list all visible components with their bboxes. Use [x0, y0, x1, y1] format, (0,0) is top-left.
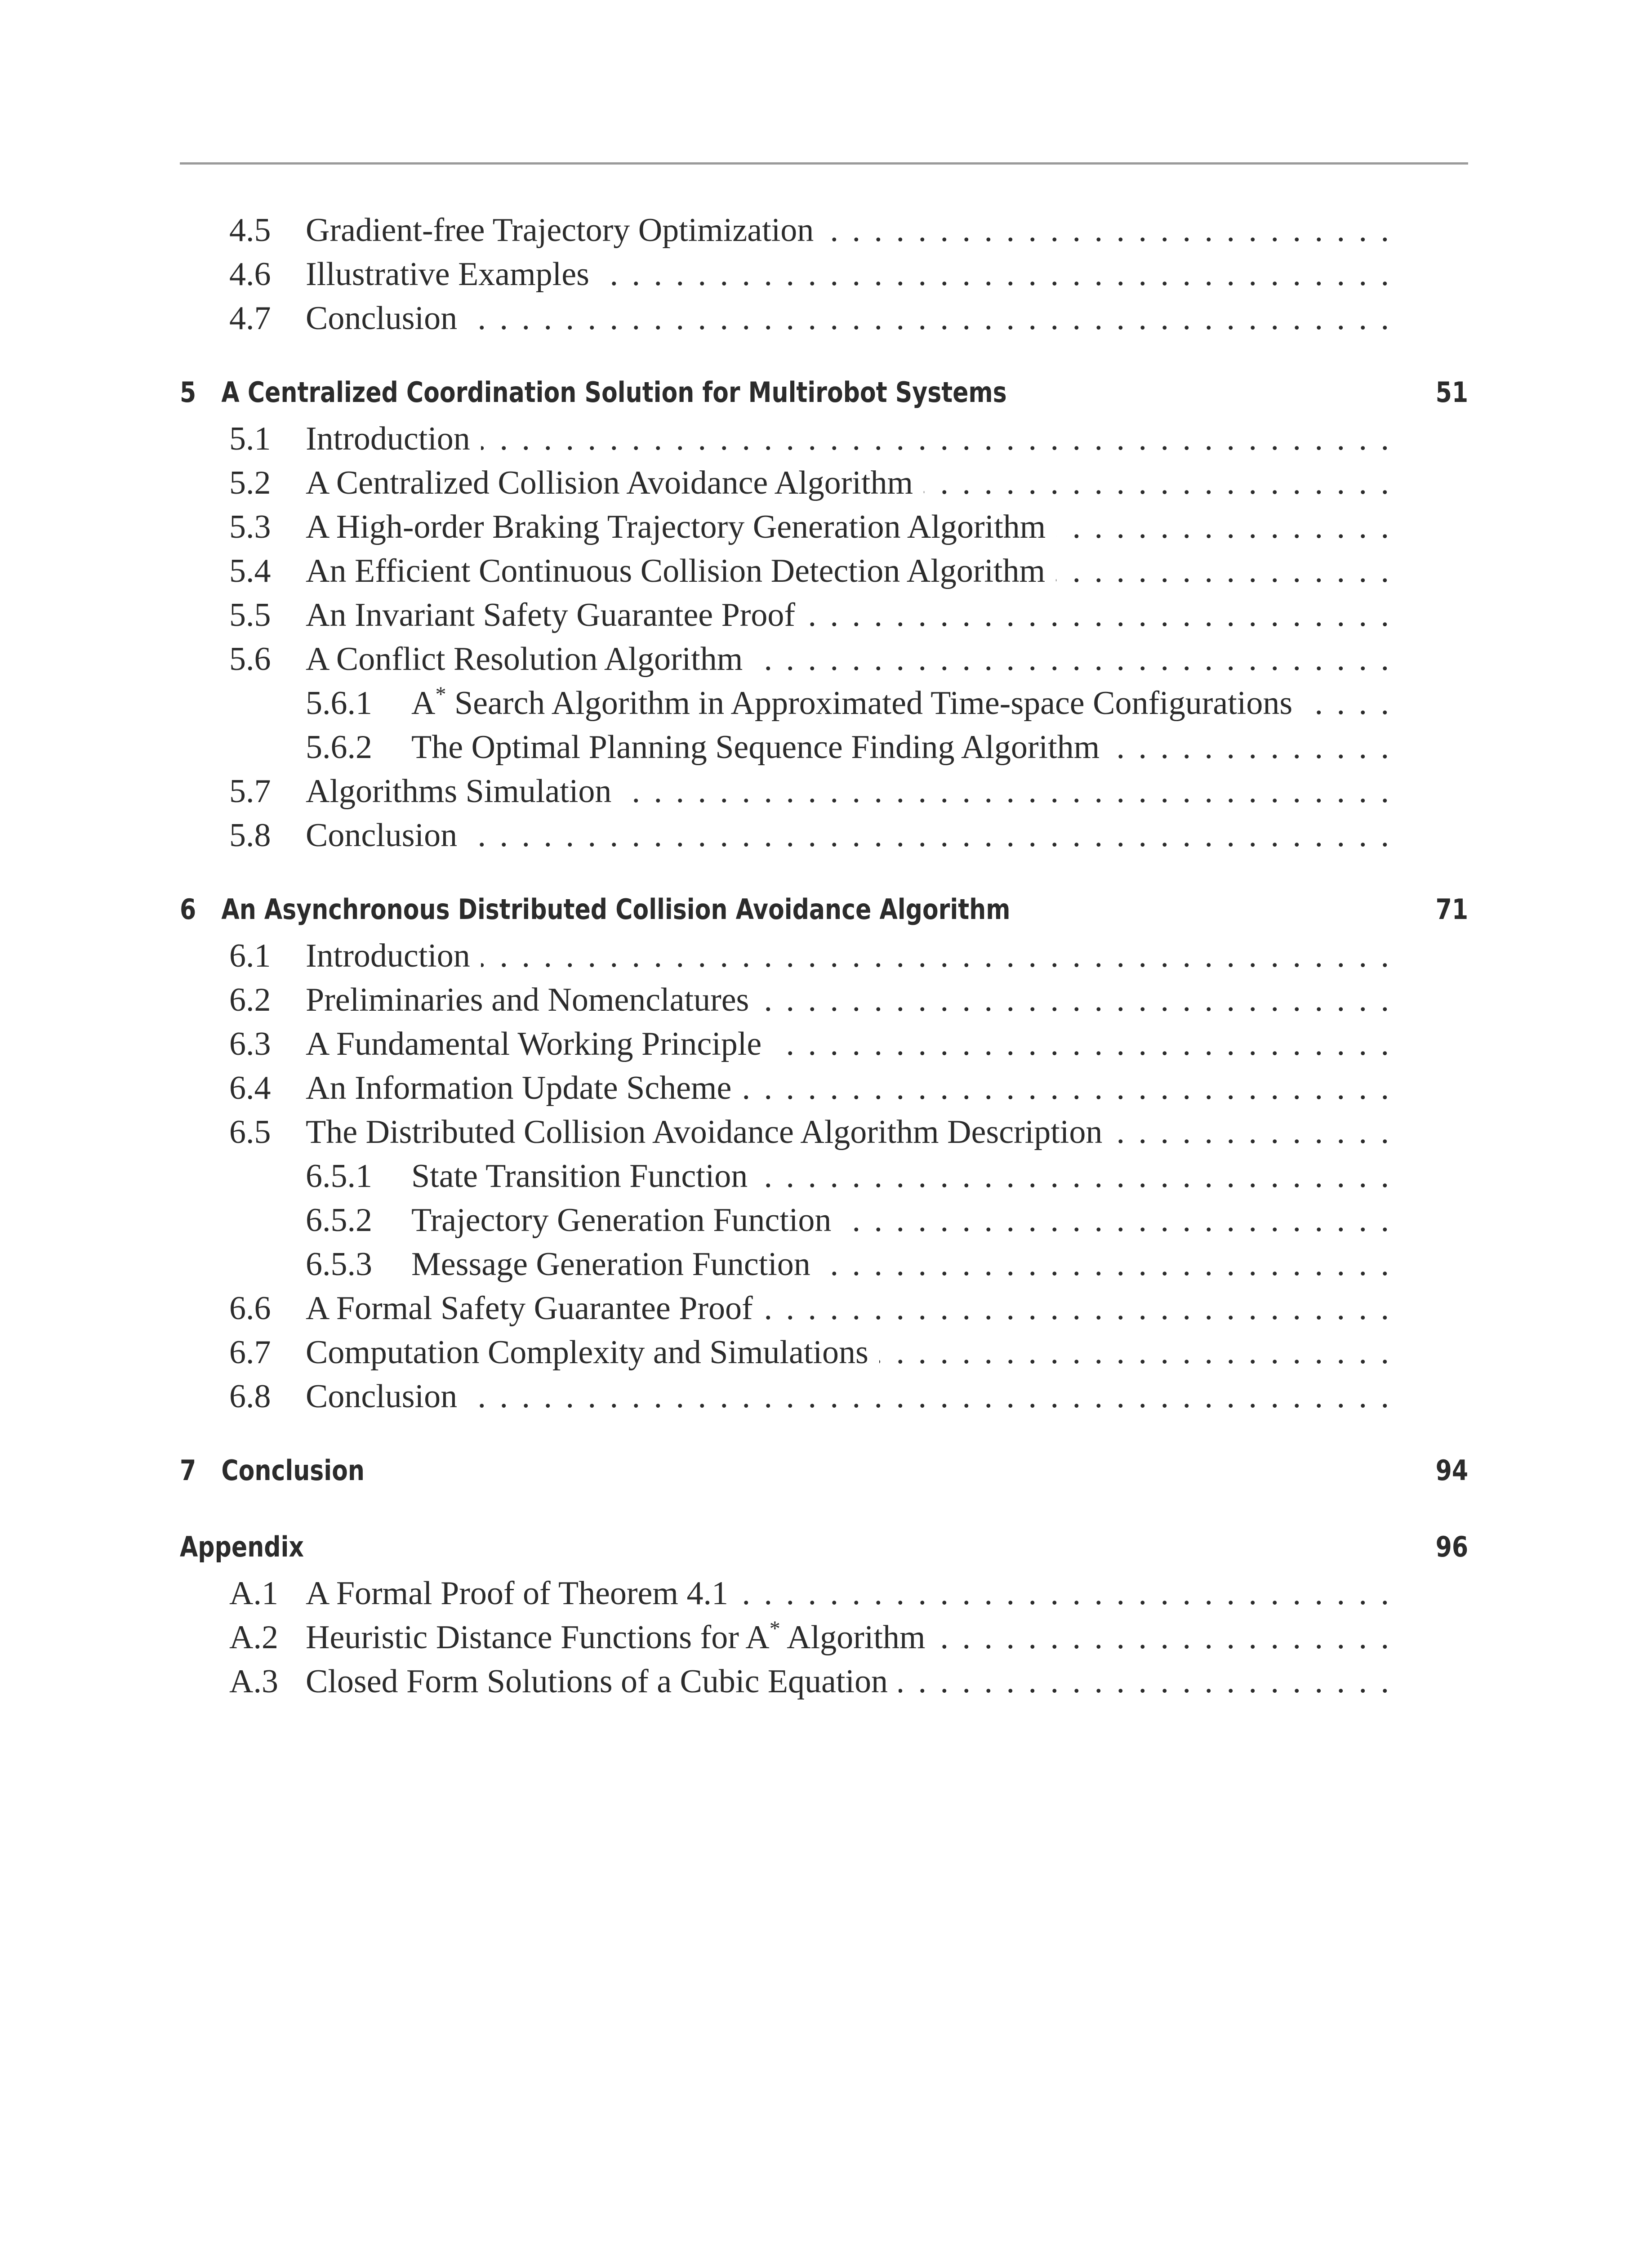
dot-leader [758, 1157, 1389, 1195]
toc-entry-5-2[interactable] [180, 464, 1468, 508]
subsection-number: 5.6.2 [306, 729, 372, 766]
section-title [306, 1619, 925, 1657]
toc-entry-5-1[interactable] [180, 420, 1468, 464]
dot-leader [1303, 684, 1389, 723]
toc-chapter-6[interactable] [180, 893, 1468, 937]
section-title: Algorithms Simulation [306, 773, 612, 810]
section-title: A Conflict Resolution Algorithm [306, 641, 743, 678]
toc-entry-5-7[interactable] [180, 772, 1468, 816]
dot-leader [600, 255, 1389, 294]
subsection-number: 5.6.1 [306, 685, 372, 722]
toc-entry-6-2[interactable] [180, 981, 1468, 1025]
section-title: Conclusion [306, 1378, 458, 1415]
section-title: A Formal Proof of Theorem 4.1 [306, 1575, 728, 1612]
dot-leader [924, 464, 1389, 502]
dot-leader [806, 596, 1389, 634]
section-title: A High-order Braking Trajectory Generation Algorithm [306, 508, 1046, 545]
toc-entry-6-5-1[interactable] [180, 1157, 1468, 1201]
chapter-page: 71 [1435, 893, 1469, 926]
section-number: 6.1 [229, 937, 271, 974]
asterisk-superscript: * [769, 1617, 780, 1641]
toc-entry-6-5-3[interactable] [180, 1245, 1468, 1289]
toc-entry-6-7[interactable] [180, 1334, 1468, 1378]
appendix-title: Appendix [180, 1530, 304, 1563]
chapter-number: 6 [180, 893, 196, 926]
section-title: Closed Form Solutions of a Cubic Equation [306, 1663, 888, 1700]
section-number: 6.8 [229, 1378, 271, 1415]
section-title: A Formal Safety Guarantee Proof [306, 1290, 753, 1327]
subsection-title: Message Generation Function [411, 1246, 810, 1283]
toc-entry-5-6-2[interactable] [180, 728, 1468, 772]
toc-entry-a-1[interactable] [180, 1574, 1468, 1619]
subsection-title: State Transition Function [411, 1158, 748, 1195]
toc-entry-6-4[interactable] [180, 1069, 1468, 1113]
section-number: 5.7 [229, 773, 271, 810]
section-title: The Distributed Collision Avoidance Algorithm Description [306, 1114, 1103, 1151]
subsection-title [411, 684, 1292, 723]
section-title: An Efficient Continuous Collision Detection Algorithm [306, 553, 1046, 589]
subsection-number: 6.5.3 [306, 1246, 372, 1283]
section-title: Introduction [306, 937, 470, 974]
dot-leader [879, 1334, 1389, 1372]
section-number: 6.7 [229, 1334, 271, 1371]
section-title: Gradient-free Trajectory Optimization [306, 212, 814, 249]
section-number: 6.5 [229, 1114, 271, 1151]
chapter-page: 51 [1435, 376, 1469, 409]
dot-leader [936, 1619, 1389, 1657]
dot-leader [468, 299, 1389, 338]
toc-entry-6-8[interactable] [180, 1378, 1468, 1422]
dot-leader [742, 1069, 1389, 1107]
toc-entry-5-6[interactable] [180, 640, 1468, 684]
dot-leader [481, 420, 1389, 458]
section-number: 5.2 [229, 464, 271, 501]
dot-leader [824, 211, 1389, 250]
dot-leader [753, 640, 1389, 678]
subsection-title: The Optimal Planning Sequence Finding Algorithm [411, 729, 1100, 766]
section-number: 6.6 [229, 1290, 271, 1327]
section-number: 5.1 [229, 420, 271, 457]
header-rule [180, 162, 1468, 165]
title-prefix: Heuristic Distance Functions for A [306, 1619, 770, 1656]
section-number: 5.3 [229, 508, 271, 545]
toc-entry-5-8[interactable] [180, 816, 1468, 861]
section-number: 4.6 [229, 256, 271, 293]
section-title: Illustrative Examples [306, 256, 589, 293]
chapter-number: 7 [180, 1454, 196, 1487]
section-title: Conclusion [306, 300, 458, 337]
section-title: Introduction [306, 420, 470, 457]
dot-leader [772, 1025, 1389, 1063]
toc-entry-6-1[interactable] [180, 937, 1468, 981]
toc-chapter-5[interactable] [180, 376, 1468, 420]
chapter-title: A Centralized Coordination Solution for Multirobot Systems [221, 376, 1007, 409]
title-suffix: Algorithm [780, 1619, 926, 1656]
toc-entry-6-5[interactable] [180, 1113, 1468, 1157]
section-number: 4.7 [229, 300, 271, 337]
dot-leader [764, 1289, 1389, 1328]
section-number: 5.5 [229, 597, 271, 633]
section-number: 6.2 [229, 981, 271, 1018]
section-title: Preliminaries and Nomenclatures [306, 981, 749, 1018]
toc-entry-4-5[interactable] [180, 211, 1468, 255]
toc-chapter-7[interactable] [180, 1454, 1468, 1498]
dot-leader [821, 1245, 1389, 1284]
section-number: 5.4 [229, 553, 271, 589]
dot-leader [842, 1201, 1389, 1240]
toc-entry-6-5-2[interactable] [180, 1201, 1468, 1245]
toc-entry-a-2[interactable] [180, 1619, 1468, 1663]
toc-entry-5-3[interactable] [180, 508, 1468, 552]
section-number: 4.5 [229, 212, 271, 249]
section-title: A Centralized Collision Avoidance Algorithm [306, 464, 913, 501]
table-of-contents [180, 211, 1468, 1707]
title-prefix: A [411, 685, 436, 722]
dot-leader [1110, 728, 1389, 767]
section-title: Conclusion [306, 817, 458, 854]
section-number: A.1 [229, 1575, 278, 1612]
toc-entry-4-6[interactable] [180, 255, 1468, 299]
toc-entry-5-6-1[interactable] [180, 684, 1468, 728]
section-title: Computation Complexity and Simulations [306, 1334, 868, 1371]
section-number: A.2 [229, 1619, 278, 1656]
dot-leader [622, 772, 1389, 811]
chapter-title: Conclusion [221, 1454, 365, 1487]
chapter-number: 5 [180, 376, 196, 409]
subsection-number: 6.5.1 [306, 1158, 372, 1195]
section-number: 5.6 [229, 641, 271, 678]
section-number: 5.8 [229, 817, 271, 854]
section-title: A Fundamental Working Principle [306, 1026, 762, 1062]
appendix-page: 96 [1435, 1530, 1469, 1563]
toc-entry-6-6[interactable] [180, 1289, 1468, 1334]
dot-leader [899, 1663, 1389, 1701]
chapter-page: 94 [1435, 1454, 1469, 1487]
section-number: 6.4 [229, 1070, 271, 1106]
dot-leader [468, 1378, 1389, 1416]
title-suffix: Search Algorithm in Approximated Time-space Configurations [446, 685, 1293, 722]
dot-leader [1056, 508, 1389, 546]
subsection-title: Trajectory Generation Function [411, 1202, 832, 1239]
dot-leader [481, 937, 1389, 975]
section-title: An Information Update Scheme [306, 1070, 732, 1106]
section-number: A.3 [229, 1663, 278, 1700]
toc-entry-4-7[interactable] [180, 299, 1468, 343]
dot-leader [760, 981, 1389, 1019]
dot-leader [468, 816, 1389, 855]
dot-leader [1113, 1113, 1389, 1151]
dot-leader [1056, 552, 1389, 590]
toc-entry-5-5[interactable] [180, 596, 1468, 640]
subsection-number: 6.5.2 [306, 1202, 372, 1239]
toc-entry-a-3[interactable] [180, 1663, 1468, 1707]
toc-appendix[interactable] [180, 1530, 1468, 1574]
toc-entry-5-4[interactable] [180, 552, 1468, 596]
dot-leader [739, 1574, 1389, 1613]
section-title: An Invariant Safety Guarantee Proof [306, 597, 796, 633]
section-number: 6.3 [229, 1026, 271, 1062]
toc-entry-6-3[interactable] [180, 1025, 1468, 1069]
chapter-title: An Asynchronous Distributed Collision Avoidance Algorithm [221, 893, 1011, 926]
asterisk-superscript: * [435, 682, 446, 706]
